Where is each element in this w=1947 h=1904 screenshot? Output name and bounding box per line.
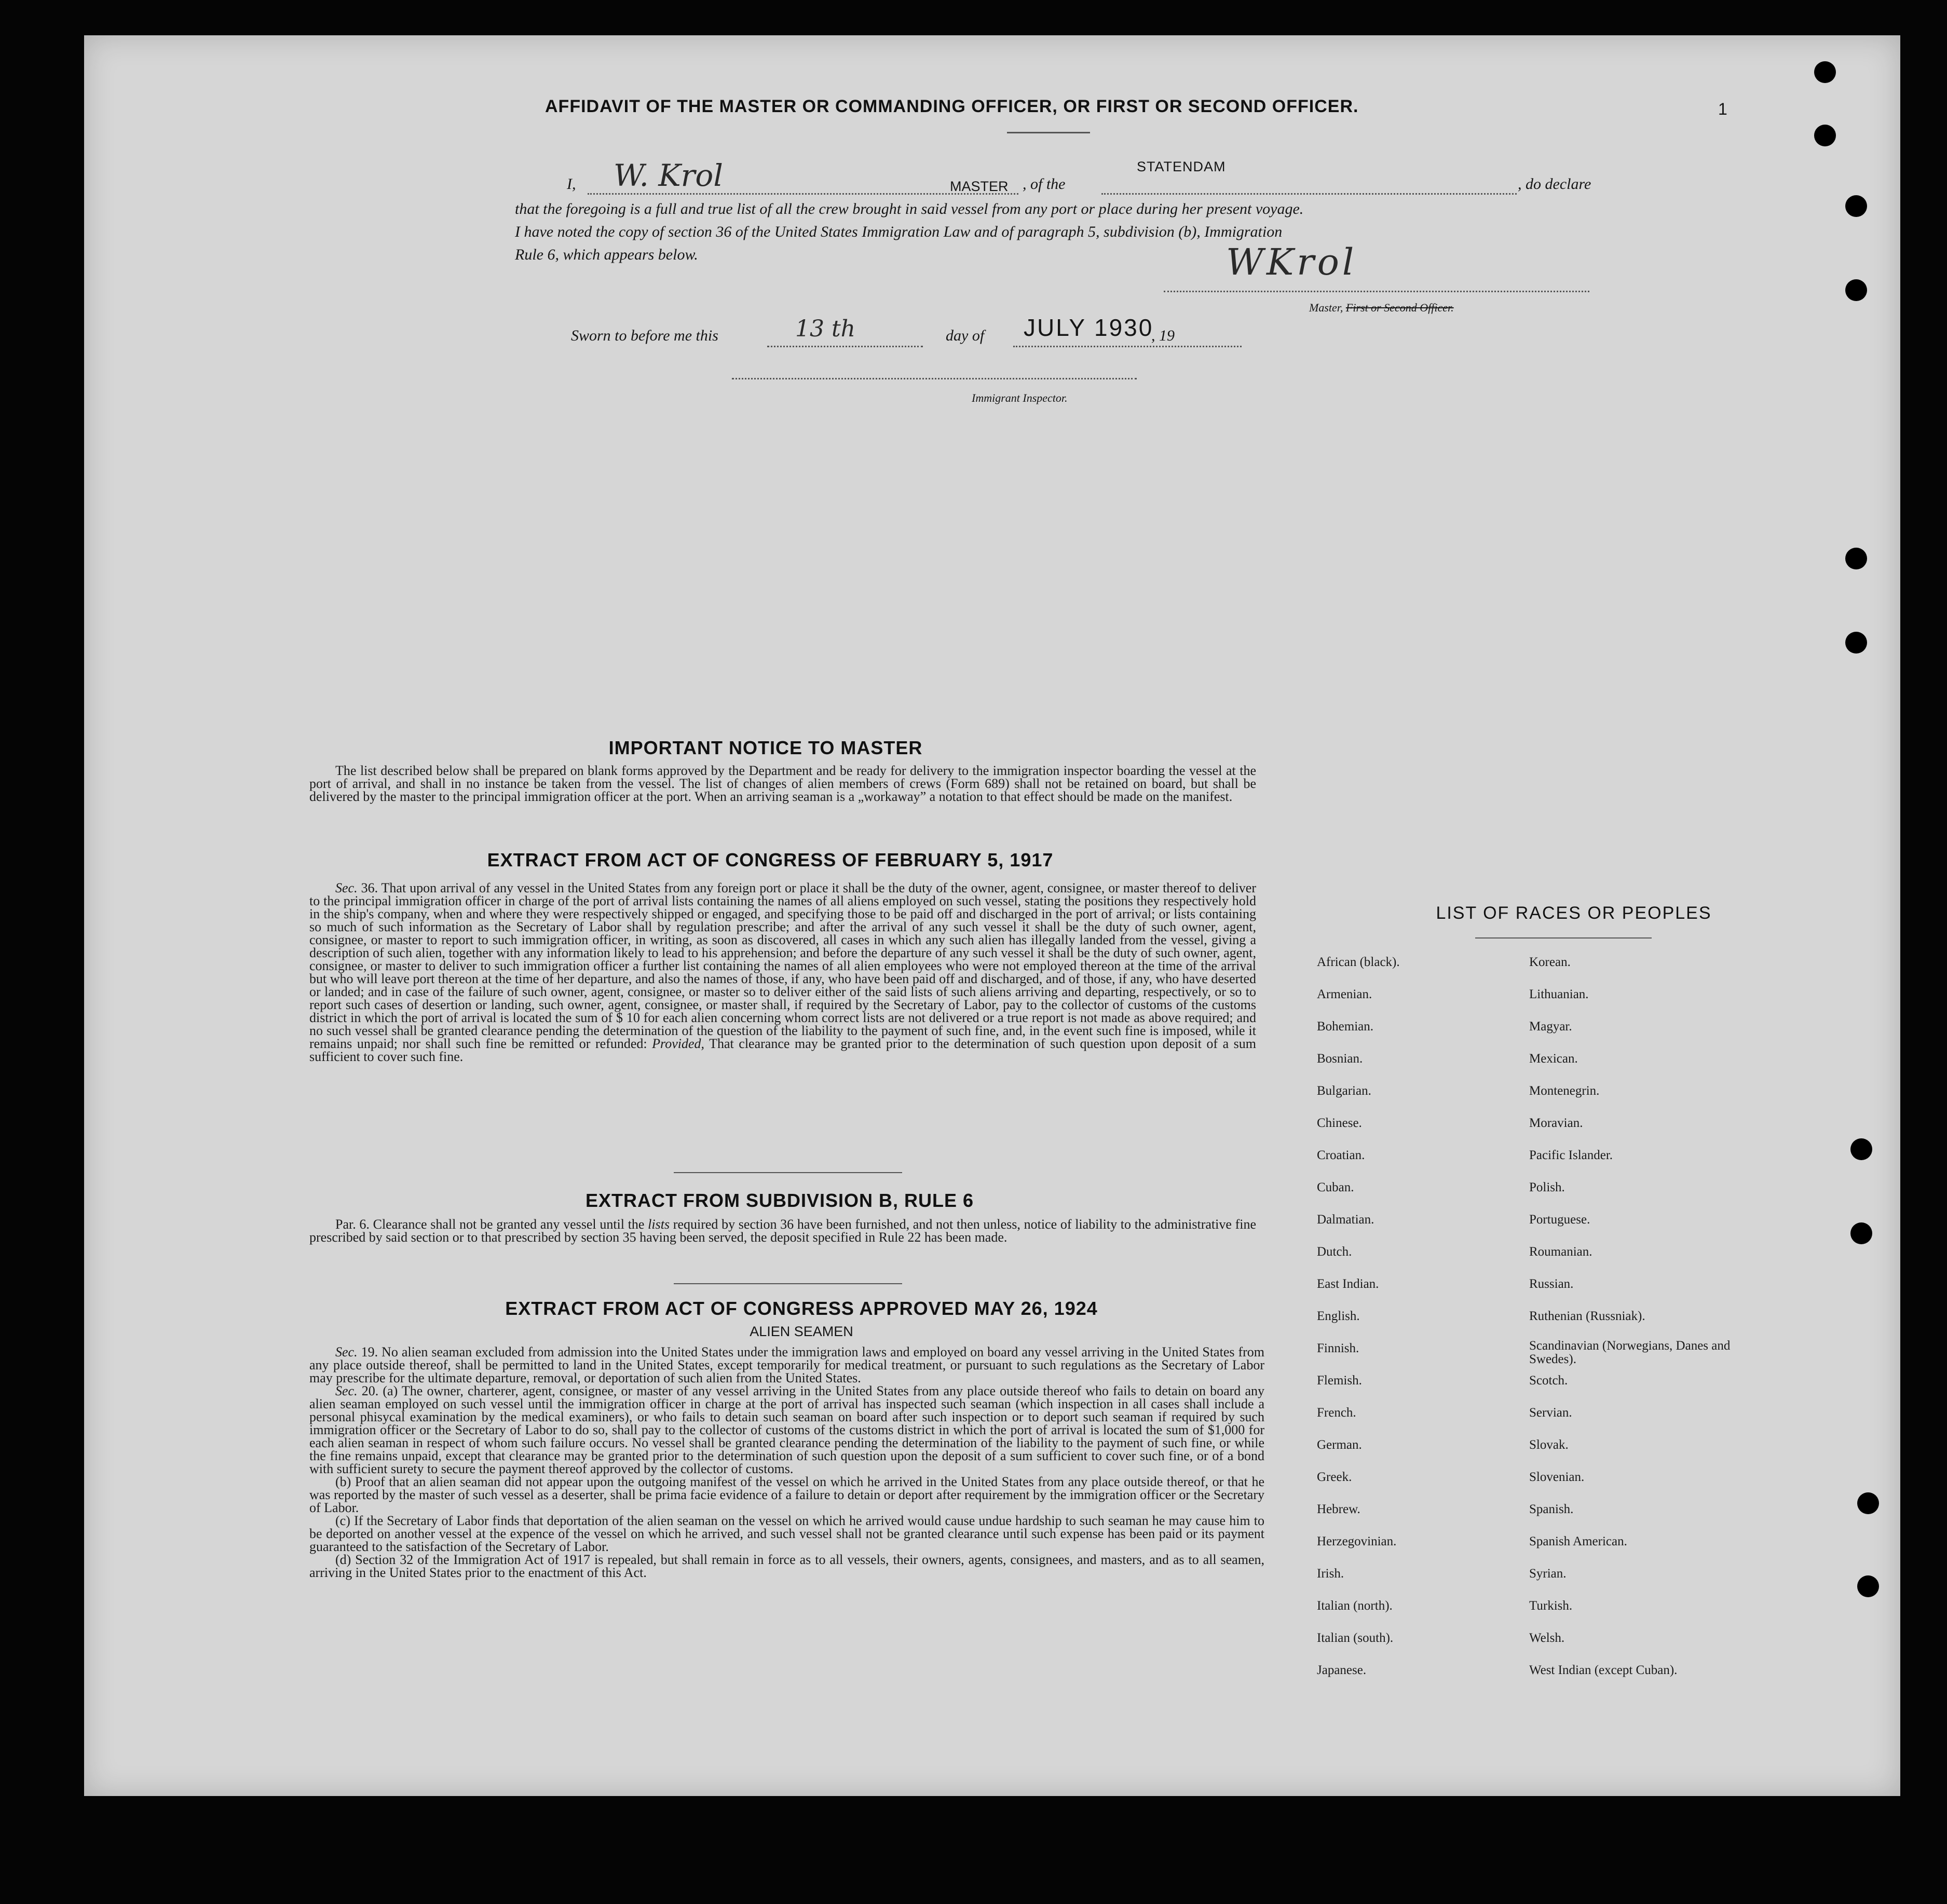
sec-20b-paragraph: (b) Proof that an alien seaman did not appear upon the outgoing manifest of the vessel on which he arrived in the United States from any place outside thereof, or that he was reported by the master of such vessel as a deserter, shall be prima facie evidence of a failure to detain or deport after requirement by the immigration officer or the Secretary of Labor. xyxy=(309,1474,1264,1515)
punch-hole xyxy=(1850,1138,1872,1160)
affidavit-line-3: Rule 6, which appears below. xyxy=(515,246,698,263)
extract-1924-text xyxy=(309,1345,1264,1579)
race-item: Bosnian. xyxy=(1317,1052,1363,1066)
year-suffix: , 19 xyxy=(1151,327,1175,344)
race-item: Spanish American. xyxy=(1529,1534,1627,1548)
signature-line xyxy=(1164,291,1589,292)
pronoun: I, xyxy=(567,175,576,193)
race-item: Mexican. xyxy=(1529,1052,1578,1066)
sec-19-body: 19. No alien seaman excluded from admission into the United States under the immigration laws and employed on board any vessel arriving in the United States from any place outside thereof, shall be permitted to land in the United States, except temporarily for medical treatment, or pursuant to such regulations as the Secretary of Labor may prescribe for the ultimate departure, removal, or deportation of such alien from the United States. xyxy=(309,1344,1264,1385)
do-declare-text: , do declare xyxy=(1518,175,1591,193)
sec-36-body: 36. That upon arrival of any vessel in the United States from any foreign port or place it shall be the duty of the owner, agent, consignee, or master thereof to deliver to the principal immigration officer in charge of the port of arrival lists containing the names of all aliens employed on such vessel, stating the positions they respectively hold in the ship's company, when and where they were respectively shipped or engaged, and specifying those to be paid off and discharged in the port of arrival; or lists containing so much of such information as the Secretary of Labor shall by regulation prescribe; and after the arrival of any such vessel it shall be the duty of such owner, agent, consignee, or master to report to such immigration officer, in writing, as soon as discovered, all cases in which any such alien has illegally landed from the vessel, giving a description of such alien, together with any information likely to lead to his apprehension; and before the departure of any such vessel it shall be the duty of such owner, agent, consignee, or master to deliver to such immigration officer a further list containing the names of all alien employees who were not employed thereon at the time of the arrival but who will leave port thereon at the time of her departure, and also the names of those, if any, who have been paid off and discharged, and of those, if any, who have deserted or landed; and in case of the failure of such owner, agent, consignee, or master so to deliver either of the said lists of such aliens arriving and departing, respectively, or so to report such cases of desertion or landing, such owner, agent, consignee, or master shall, if required by the Secretary of Labor, pay to the collector of customs of the customs district in which the port of arrival is located the sum of $ 10 for each alien concerning whom correct lists are not delivered or a true report is not made as above required; and no such vessel shall be granted clearance pending the determination of the question of the liability to the payment of such fine, and, in the event such fine is imposed, while it remains unpaid; nor shall such fine be remitted or refunded: xyxy=(309,880,1257,1051)
race-item: Slovenian. xyxy=(1529,1470,1585,1484)
race-item: Chinese. xyxy=(1317,1116,1362,1130)
vessel-field-line xyxy=(1101,193,1517,195)
race-item: Spanish. xyxy=(1529,1502,1574,1516)
race-item: French. xyxy=(1317,1406,1356,1420)
master-label xyxy=(1309,301,1454,315)
race-item: Italian (south). xyxy=(1317,1631,1394,1645)
page-number: 1 xyxy=(1718,100,1727,118)
race-item: Cuban. xyxy=(1317,1180,1354,1194)
races-title: LIST OF RACES OR PEOPLES xyxy=(1436,903,1712,923)
rank-label: MASTER xyxy=(950,179,1009,194)
master-signature: WKrol xyxy=(1226,241,1357,283)
vessel-name: STATENDAM xyxy=(1137,159,1226,174)
sec-label: Sec. xyxy=(335,880,358,895)
notice-paragraph: The list described below shall be prepared on blank forms approved by the Department and be ready for delivery to the immigration inspector boarding the vessel at the port of arrival, and shall in no instance be taken from the vessel. The list of changes of alien members of crews (Form 689) shall not be retained on board, but shall be delivered by the master to the principal immigration officer at the port. When an arriving seaman is a „workaway” a notation to that effect should be made on the manifest. xyxy=(309,763,1256,804)
sworn-day-handwritten: 13 th xyxy=(795,316,855,342)
affidavit-title: AFFIDAVIT OF THE MASTER OR COMMANDING OFFICER, OR FIRST OR SECOND OFFICER. xyxy=(545,97,1359,116)
race-item: East Indian. xyxy=(1317,1277,1379,1291)
sworn-day-line xyxy=(767,346,923,347)
sec-20d-paragraph: (d) Section 32 of the Immigration Act of 1917 is repealed, but shall remain in force as to all vessels, their owners, agents, consignees, and masters, and as to all seamen, arriving in the United States prior to the enactment of this Act. xyxy=(309,1552,1264,1580)
race-item: Russian. xyxy=(1529,1277,1574,1291)
sec-19-paragraph xyxy=(309,1345,1264,1384)
par-6-end: required by section 36 have been furnished, and not then unless, notice of liability to the administrative fine prescribed by said section or to that prescribed by section 35 having been served, the deposit specified in Rule 22 has been made. xyxy=(309,1217,1257,1245)
provided-word: Provided, xyxy=(652,1036,704,1051)
race-item: West Indian (except Cuban). xyxy=(1529,1663,1678,1677)
alien-seamen-subtitle: ALIEN SEAMEN xyxy=(750,1324,853,1339)
race-item: Scotch. xyxy=(1529,1373,1568,1388)
lists-word: lists xyxy=(648,1217,670,1232)
race-item: Hebrew. xyxy=(1317,1502,1360,1516)
race-item: Korean. xyxy=(1529,955,1571,969)
punch-hole xyxy=(1857,1492,1879,1514)
sec-20a-body: 20. (a) The owner, charterer, agent, consignee, or master of any vessel arriving in the United States from any place outside thereof who fails to detain on board any alien seaman employed on such vessel until the immigration officer in charge at the port of arrival has inspected such seaman (which inspection in all cases shall include a personal phisycal examination by the medical examiners), or who fails to detain such seaman on board after such inspection or to deport such seaman if required by such immigration officer or the Secretary of Labor to do so, shall pay to the collector of customs of the customs district in which the port of arrival is located the sum of $1,000 for each alien seaman in respect of whom such failure occurs. No vessel shall be granted clearance pending the determination of the liability to the payment of such fine, or while the fine remains unpaid, except that clearance may be granted prior to the determination of such question upon the deposit of a sum sufficient to cover such fine, or of a bond with sufficient surety to secure the payment thereof approved by the collector of customs. xyxy=(309,1383,1264,1476)
sec-36-end: That clearance may be granted prior to the determination of such question upon deposit of a sum sufficient to cover such fine. xyxy=(309,1036,1257,1064)
race-item: Portuguese. xyxy=(1529,1213,1590,1227)
notice-text xyxy=(309,764,1256,803)
inspector-label: Immigrant Inspector. xyxy=(972,391,1068,404)
sec-20-label: Sec. xyxy=(335,1383,358,1398)
race-item: Dalmatian. xyxy=(1317,1213,1374,1227)
master-name-handwritten: W. Krol xyxy=(614,158,723,193)
race-item: Moravian. xyxy=(1529,1116,1583,1130)
sec-20c-paragraph: (c) If the Secretary of Labor finds that deportation of the alien seaman on the vessel on which he arrived would cause undue hardship to such seaman he may cause him to be deported on another vessel at the expence of the vessel on which he arrived, and such vessel shall not be granted clearance until such expense has been paid or its payment guaranteed to the satisfaction of the Secretary of Labor. xyxy=(309,1513,1264,1554)
race-item: Lithuanian. xyxy=(1529,987,1589,1001)
extract-1924-title: EXTRACT FROM ACT OF CONGRESS APPROVED MAY 26, 1924 xyxy=(505,1298,1098,1319)
race-item: Syrian. xyxy=(1529,1567,1567,1581)
sec-20a-paragraph xyxy=(309,1384,1264,1475)
sworn-month-year: JULY 1930 xyxy=(1024,314,1154,341)
race-item: Servian. xyxy=(1529,1406,1572,1420)
divider-2 xyxy=(674,1283,902,1284)
race-item: African (black). xyxy=(1317,955,1400,969)
race-item: Italian (north). xyxy=(1317,1599,1393,1613)
race-item: Bohemian. xyxy=(1317,1019,1374,1033)
punch-hole xyxy=(1857,1575,1879,1597)
race-item: Bulgarian. xyxy=(1317,1084,1371,1098)
sec-36-paragraph xyxy=(309,881,1256,1063)
of-the-text: , of the xyxy=(1023,175,1066,193)
inspector-signature-line xyxy=(732,378,1137,379)
punch-hole xyxy=(1850,1222,1872,1244)
race-item: Finnish. xyxy=(1317,1341,1359,1355)
punch-hole xyxy=(1845,632,1867,654)
race-item: Irish. xyxy=(1317,1567,1344,1581)
race-item: Pacific Islander. xyxy=(1529,1148,1613,1162)
subdivision-title: EXTRACT FROM SUBDIVISION B, RULE 6 xyxy=(585,1190,974,1211)
race-item: Ruthenian (Russniak). xyxy=(1529,1309,1645,1323)
race-item: Welsh. xyxy=(1529,1631,1565,1645)
race-item: Greek. xyxy=(1317,1470,1352,1484)
sworn-text: Sworn to before me this xyxy=(571,327,718,344)
race-item: Polish. xyxy=(1529,1180,1565,1194)
race-item: Japanese. xyxy=(1317,1663,1367,1677)
punch-hole xyxy=(1845,195,1867,217)
par-6-start: Par. 6. Clearance shall not be granted any vessel until the xyxy=(335,1217,645,1232)
race-item: Armenian. xyxy=(1317,987,1372,1001)
race-item: Roumanian. xyxy=(1529,1245,1592,1259)
notice-title: IMPORTANT NOTICE TO MASTER xyxy=(608,737,923,758)
race-item: Slovak. xyxy=(1529,1438,1569,1452)
punch-hole xyxy=(1845,548,1867,569)
punch-hole xyxy=(1845,279,1867,301)
par-6-paragraph xyxy=(309,1218,1256,1244)
sec-19-label: Sec. xyxy=(335,1344,358,1359)
race-item: Dutch. xyxy=(1317,1245,1352,1259)
race-item: Flemish. xyxy=(1317,1373,1362,1388)
master-title: Master, xyxy=(1309,301,1343,314)
race-item: German. xyxy=(1317,1438,1362,1452)
race-item: English. xyxy=(1317,1309,1360,1323)
title-rule xyxy=(1007,132,1090,133)
punch-hole xyxy=(1814,125,1836,146)
race-item: Croatian. xyxy=(1317,1148,1365,1162)
divider-1 xyxy=(674,1172,902,1173)
subdivision-text xyxy=(309,1218,1256,1244)
race-item: Montenegrin. xyxy=(1529,1084,1600,1098)
extract-1917-text xyxy=(309,881,1256,1063)
race-item: Turkish. xyxy=(1529,1599,1573,1613)
document-sheet xyxy=(84,35,1900,1796)
affidavit-line-1: that the foregoing is a full and true list of all the crew brought in said vessel from any port or place during her present voyage. xyxy=(515,200,1304,217)
races-title-rule xyxy=(1475,937,1652,939)
affidavit-line-2: I have noted the copy of section 36 of the United States Immigration Law and of paragraph 5, subdivision (b), Immigration xyxy=(515,223,1283,240)
punch-hole xyxy=(1814,61,1836,83)
race-item: Scandinavian (Norwegians, Danes and Swedes). xyxy=(1529,1339,1731,1366)
day-of-text: day of xyxy=(946,327,985,344)
sworn-date-line xyxy=(1013,346,1242,347)
extract-1917-title: EXTRACT FROM ACT OF CONGRESS OF FEBRUARY 5, 1917 xyxy=(487,849,1054,871)
race-item: Magyar. xyxy=(1529,1019,1572,1033)
race-item: Herzegovinian. xyxy=(1317,1534,1397,1548)
struck-officer-title: First or Second Officer. xyxy=(1345,301,1454,314)
